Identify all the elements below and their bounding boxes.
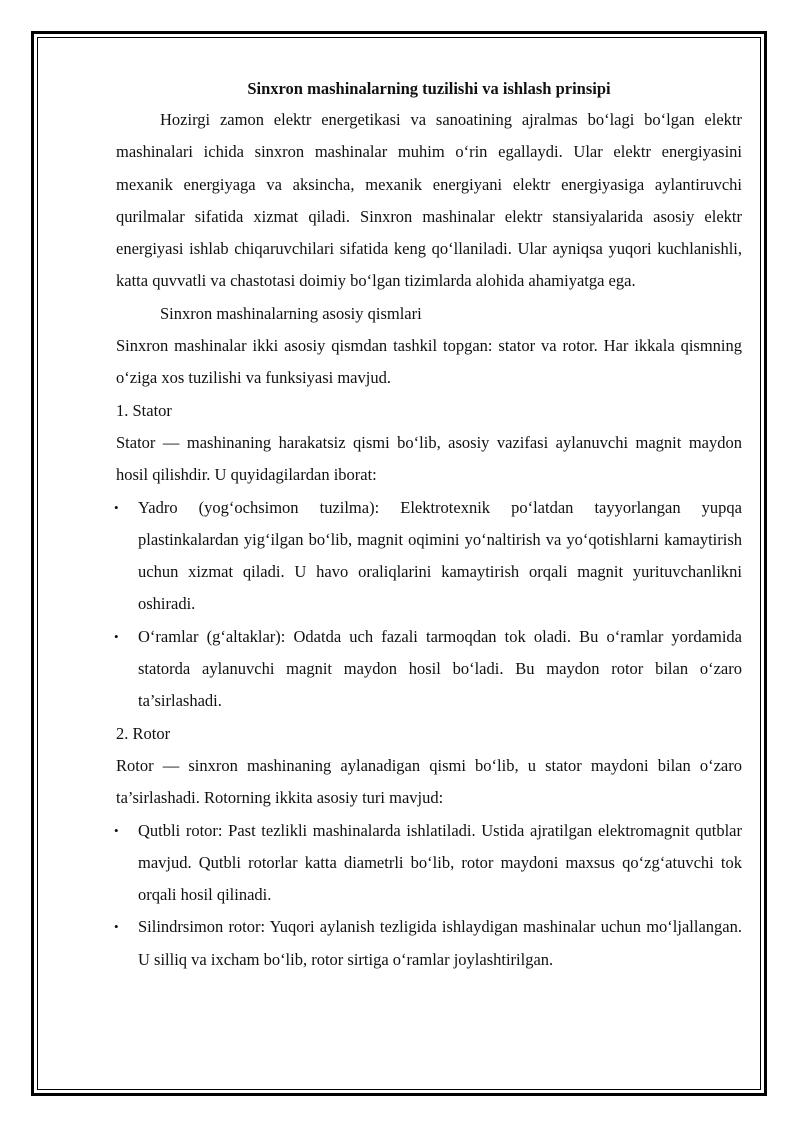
list-item	[116, 815, 742, 912]
intro-paragraph: Hozirgi zamon elektr energetikasi va sanoatining ajralmas bo‘lagi bo‘lgan elektr mashinalari ichida sinxron mashinalar muhim o‘rin egallaydi. Ular elektr energiyasini mexanik energiyaga va aksincha, mexanik energiyani elektr energiyasiga aylantiruvchi qurilmalar sifatida xizmat qiladi. Sinxron mashinalar elektr stansiyalarida asosiy elektr energiyasi ishlab chiqaruvchilari sifatida keng qo‘llaniladi. Ular ayniqsa yuqori kuchlanishli, katta quvvatli va chastotasi doimiy bo‘lgan tizimlarda alohida ahamiyatga ega.	[116, 110, 742, 291]
list-item-text: Yadro (yog‘ochsimon tuzilma): Elektrotexnik po‘latdan tayyorlangan yupqa plastinkalardan yig‘ilgan bo‘lib, magnit oqimini yo‘naltirish va yo‘qotishlarni kamaytirish uchun xizmat qiladi. U havo oraliqlarini kamaytirish orqali magnit yurituvchanlikni oshiradi.	[138, 497, 742, 614]
list-item-text: Qutbli rotor: Past tezlikli mashinalarda ishlatiladi. Ustida ajratilgan elektromagnit qutblar mavjud. Qutbli rotorlar katta diametrli bo‘lib, rotor maydoni maxsus qo‘zg‘atuvchi tok orqali hosil qilinadi.	[138, 820, 742, 905]
bullet-icon: •	[114, 499, 119, 515]
list-item	[116, 911, 742, 976]
rotor-heading: 2. Rotor	[116, 723, 171, 743]
list-item-text: O‘ramlar (g‘altaklar): Odatda uch fazali tarmoqdan tok oladi. Bu o‘ramlar yordamida statorda aylanuvchi magnit maydon hosil bo‘ladi. Bu maydon rotor bilan o‘zaro ta’sirlashadi.	[138, 626, 742, 711]
list-item	[116, 621, 742, 718]
stator-paragraph: Stator — mashinaning harakatsiz qismi bo‘lib, asosiy vazifasi aylanuvchi magnit maydon hosil qilishdir. U quyidagilardan iborat:	[116, 432, 742, 485]
rotor-list	[116, 815, 742, 976]
document-body	[116, 74, 742, 976]
parts-heading: Sinxron mashinalarning asosiy qismlari	[160, 303, 422, 323]
list-item	[116, 492, 742, 621]
parts-intro-paragraph: Sinxron mashinalar ikki asosiy qismdan tashkil topgan: stator va rotor. Har ikkala qismning o‘ziga xos tuzilishi va funksiyasi mavjud.	[116, 336, 742, 388]
list-item-text: Silindrsimon rotor: Yuqori aylanish tezligida ishlaydigan mashinalar uchun mo‘ljallangan. U silliq va ixcham bo‘lib, rotor sirtiga o‘ramlar joylashtirilgan.	[138, 917, 742, 969]
stator-heading: 1. Stator	[116, 400, 172, 420]
rotor-paragraph: Rotor — sinxron mashinaning aylanadigan qismi bo‘lib, u stator maydoni bilan o‘zaro ta’sirlashadi. Rotorning ikkita asosiy turi mavjud:	[116, 755, 742, 808]
bullet-icon: •	[114, 628, 119, 644]
bullet-icon: •	[114, 822, 119, 838]
stator-list	[116, 492, 742, 718]
document-title: Sinxron mashinalarning tuzilishi va ishlash prinsipi	[247, 79, 611, 98]
bullet-icon: •	[114, 919, 119, 935]
